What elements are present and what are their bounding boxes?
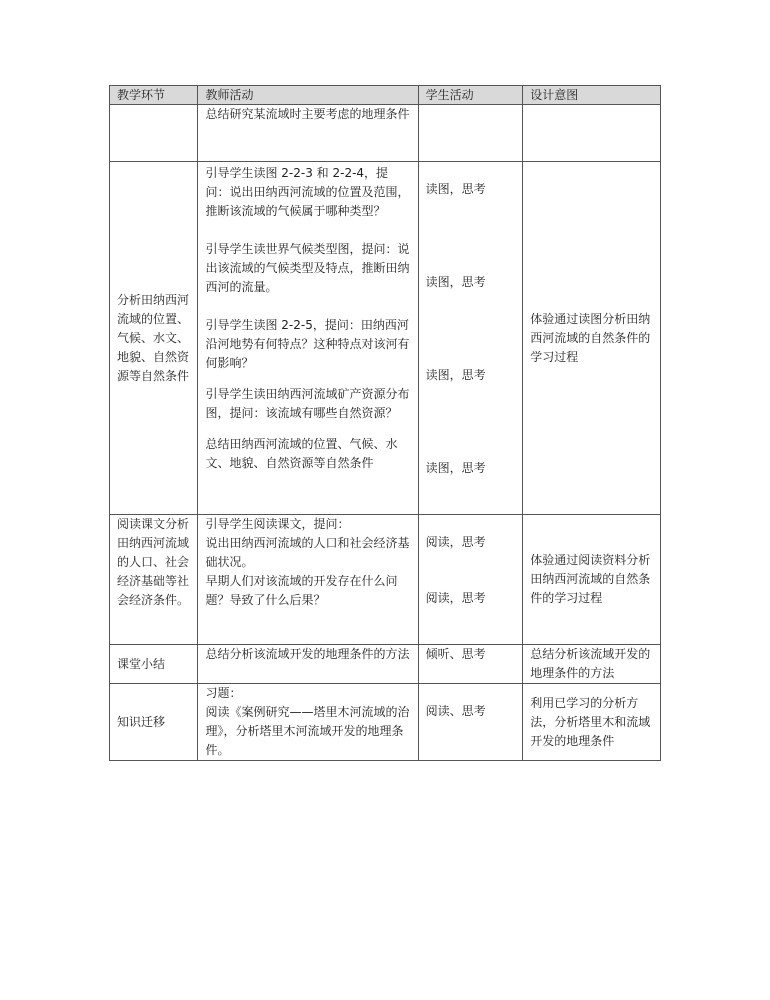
header-cell: 学生活动 [418,86,523,105]
teacher-cell [198,684,418,761]
student-text: 读图，思考 [425,275,486,289]
header-cell: 教师活动 [198,86,418,105]
student-cell [418,515,523,645]
student-cell [418,684,523,761]
student-text: 读图，思考 [425,368,486,382]
stage-cell [110,105,198,162]
student-text: 读图，思考 [425,182,486,196]
intent-cell: 体验通过读图分析田纳西河流域的自然条件的学习过程 [523,162,661,515]
student-text: 阅读，思考 [425,535,486,549]
teacher-text: 说出田纳西河流域的人口和社会经济基础状况。 [205,536,410,569]
student-cell [418,162,523,515]
intent-cell: 总结分析该流域开发的地理条件的方法 [523,645,661,684]
teacher-text: 早期人们对该流域的开发存在什么问题？导致了什么后果？ [205,574,398,607]
header-cell: 教学环节 [110,86,198,105]
teacher-cell [198,515,418,645]
teacher-cell [198,105,418,162]
teacher-cell [198,645,418,684]
teacher-text: 阅读《案例研究——塔里木河流域的治理》，分析塔里木河流域开发的地理条件。 [205,705,410,757]
teacher-text: 引导学生读图 2-2-3 和 2-2-4，提问：说出田纳西河流域的位置及范围，推断该流域的气候属于哪种类型？ [205,166,410,218]
teacher-text: 习题： [205,686,242,700]
table-row [110,162,661,515]
teacher-text: 总结研究某流域时主要考虑的地理条件 [205,107,410,121]
student-cell [418,105,523,162]
student-text: 阅读、思考 [425,704,486,718]
table-row [110,515,661,645]
teacher-text: 引导学生读世界气候类型图，提问：说出该流域的气候类型及特点，推断田纳西河的流量。 [205,242,410,294]
intent-cell [523,105,661,162]
lesson-plan-table [109,85,661,761]
table-row [110,645,661,684]
intent-cell: 利用已学习的分析方法，分析塔里木和流域开发的地理条件 [523,684,661,761]
table-row [110,684,661,761]
stage-cell: 知识迁移 [110,684,198,761]
teacher-text: 总结田纳西河流域的位置、气候、水文、地貌、自然资源等自然条件 [205,437,398,470]
teacher-text: 引导学生阅读课文，提问： [205,517,350,531]
intent-cell: 体验通过阅读资料分析田纳西河流域的自然条件的学习过程 [523,515,661,645]
teacher-text: 总结分析该流域开发的地理条件的方法 [205,647,410,661]
stage-cell: 分析田纳西河流域的位置、气候、水文、地貌、自然资源等自然条件 [110,162,198,515]
stage-cell: 阅读课文分析田纳西河流域的人口、社会经济基础等社会经济条件。 [110,515,198,645]
student-text: 阅读，思考 [425,591,486,605]
teacher-text: 引导学生读图 2-2-5，提问：田纳西河沿河地势有何特点？这种特点对该河有何影响？ [205,318,410,370]
student-text: 读图，思考 [425,461,486,475]
teacher-cell [198,162,418,515]
stage-cell: 课堂小结 [110,645,198,684]
table-row [110,105,661,162]
table-header-row [110,86,661,105]
teacher-text: 引导学生读田纳西河流域矿产资源分布图，提问：该流域有哪些自然资源？ [205,387,410,420]
header-cell: 设计意图 [523,86,661,105]
student-cell [418,645,523,684]
student-text: 倾听、思考 [425,647,486,661]
